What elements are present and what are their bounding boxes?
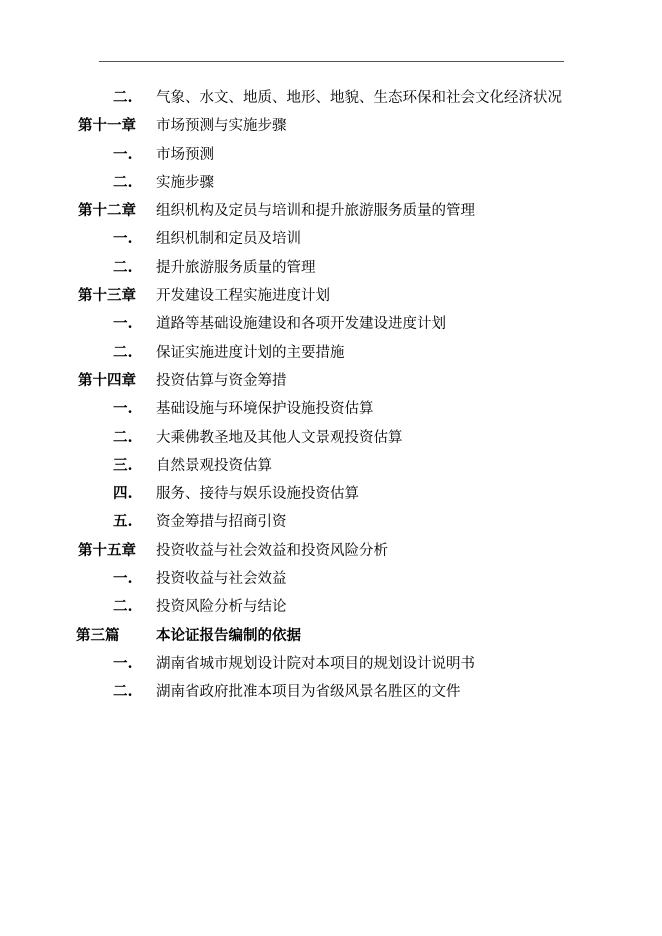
entry-number: 二. bbox=[113, 598, 133, 616]
entry-number: 五. bbox=[113, 513, 133, 531]
chapter-title: 投资收益与社会效益和投资风险分析 bbox=[156, 542, 388, 559]
toc-entry bbox=[0, 565, 662, 593]
entry-title: 基础设施与环境保护设施投资估算 bbox=[156, 401, 374, 418]
entry-title: 投资风险分析与结论 bbox=[156, 599, 287, 616]
toc-entry bbox=[0, 424, 662, 452]
toc-entry bbox=[0, 254, 662, 282]
chapter-title: 投资估算与资金筹措 bbox=[156, 372, 287, 389]
entry-number: 一. bbox=[113, 230, 133, 248]
entry-number: 一. bbox=[113, 570, 133, 588]
table-of-contents bbox=[0, 84, 662, 707]
toc-entry bbox=[0, 480, 662, 508]
chapter-number: 第十二章 bbox=[78, 202, 136, 220]
entry-title: 湖南省政府批准本项目为省级风景名胜区的文件 bbox=[156, 684, 461, 701]
toc-entry bbox=[0, 310, 662, 338]
entry-number: 二. bbox=[113, 258, 133, 276]
entry-title: 提升旅游服务质量的管理 bbox=[156, 259, 316, 276]
entry-number: 二. bbox=[113, 173, 133, 191]
chapter-number: 第十三章 bbox=[78, 287, 136, 305]
toc-chapter bbox=[0, 537, 662, 565]
toc-entry bbox=[0, 169, 662, 197]
entry-number: 一. bbox=[113, 400, 133, 418]
toc-chapter bbox=[0, 367, 662, 395]
chapter-number: 第十四章 bbox=[78, 371, 136, 389]
toc-entry bbox=[0, 508, 662, 536]
entry-number: 二. bbox=[113, 343, 133, 361]
chapter-title: 开发建设工程实施进度计划 bbox=[156, 288, 330, 305]
entry-title: 自然景观投资估算 bbox=[156, 457, 272, 474]
toc-entry bbox=[0, 452, 662, 480]
toc-entry bbox=[0, 678, 662, 706]
header-rule bbox=[99, 61, 564, 62]
entry-title: 投资收益与社会效益 bbox=[156, 571, 287, 588]
chapter-title: 市场预测与实施步骤 bbox=[156, 118, 287, 135]
entry-number: 三. bbox=[113, 456, 133, 474]
toc-entry bbox=[0, 84, 662, 112]
entry-title: 服务、接待与娱乐设施投资估算 bbox=[156, 486, 359, 503]
toc-entry bbox=[0, 225, 662, 253]
entry-number: 四. bbox=[113, 485, 133, 503]
toc-part bbox=[0, 622, 662, 650]
toc-entry bbox=[0, 395, 662, 423]
entry-number: 二. bbox=[113, 428, 133, 446]
part-number: 第三篇 bbox=[76, 626, 120, 644]
entry-number: 一. bbox=[113, 654, 133, 672]
toc-entry bbox=[0, 593, 662, 621]
entry-title: 资金筹措与招商引资 bbox=[156, 514, 287, 531]
entry-title: 组织机制和定员及培训 bbox=[156, 231, 301, 248]
toc-chapter bbox=[0, 282, 662, 310]
entry-title: 大乘佛教圣地及其他人文景观投资估算 bbox=[156, 429, 403, 446]
toc-entry bbox=[0, 339, 662, 367]
entry-number: 二. bbox=[113, 89, 133, 106]
entry-title: 气象、水文、地质、地形、地貌、生态环保和社会文化经济状况 bbox=[156, 90, 562, 106]
toc-entry bbox=[0, 141, 662, 169]
toc-chapter bbox=[0, 197, 662, 225]
entry-number: 一. bbox=[113, 145, 133, 163]
entry-title: 湖南省城市规划设计院对本项目的规划设计说明书 bbox=[156, 655, 475, 672]
part-title: 本论证报告编制的依据 bbox=[156, 626, 301, 644]
chapter-number: 第十一章 bbox=[78, 117, 136, 135]
entry-title: 保证实施进度计划的主要措施 bbox=[156, 344, 345, 361]
entry-number: 二. bbox=[113, 683, 133, 701]
chapter-number: 第十五章 bbox=[78, 541, 136, 559]
entry-title: 市场预测 bbox=[156, 146, 214, 163]
entry-number: 一. bbox=[113, 315, 133, 333]
entry-title: 道路等基础设施建设和各项开发建设进度计划 bbox=[156, 316, 446, 333]
toc-entry bbox=[0, 650, 662, 678]
toc-chapter bbox=[0, 112, 662, 140]
chapter-title: 组织机构及定员与培训和提升旅游服务质量的管理 bbox=[156, 203, 475, 220]
entry-title: 实施步骤 bbox=[156, 174, 214, 191]
